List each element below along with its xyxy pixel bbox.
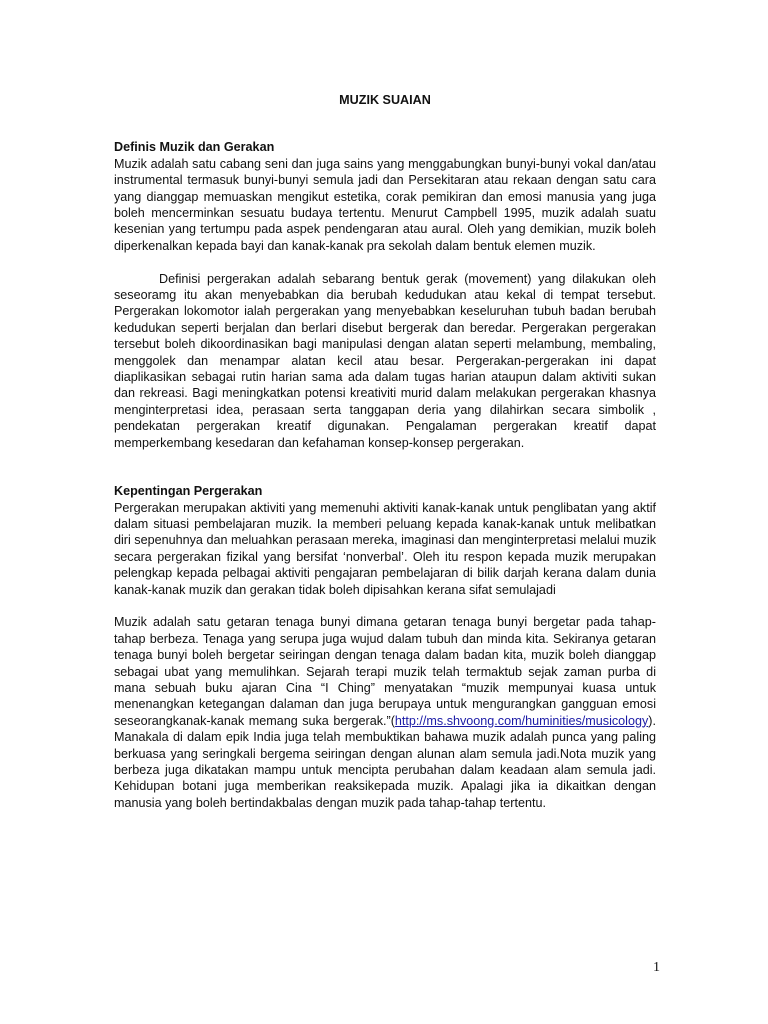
paragraph-text-part: ). Manakala di dalam epik India juga telah membuktikan bahawa muzik adalah punca yang paling berkuasa yang seringkali bergema seiringan dengan alunan alam semula jadi.Nota muzik yang berbeza juga dikatakan mampu untuk mencipta perubahan dalam keadaan alam semula jadi. Kehidupan botani juga memberikan reaksikepada muzik. Apalagi jika ia dikaitkan dengan manusia yang boleh bertindakbalas dengan muzik pada tahap-tahap tertentu. bbox=[114, 713, 656, 810]
page-number: 1 bbox=[653, 960, 660, 975]
reference-link[interactable]: http://ms.shvoong.com/huminities/musicology bbox=[394, 713, 649, 728]
paragraph-music-vibration bbox=[114, 614, 656, 811]
document-body bbox=[114, 92, 656, 811]
paragraph-movement-importance: Pergerakan merupakan aktiviti yang memenuhi aktiviti kanak-kanak untuk penglibatan yang aktif dalam situasi pembelajaran muzik. Ia memberi peluang kepada kanak-kanak untuk melibatkan diri sepenuhnya dan meluahkan perasaan mereka, imaginasi dan menginterpretasi melalui muzik secara pergerakan fizikal yang bersifat ‘nonverbal’. Oleh itu respon kepada muzik merupakan pelengkap kepada pelbagai aktiviti pengajaran pembelajaran di bilik darjah kerana dalam dunia kanak-kanak muzik dan gerakan tidak boleh dipisahkan kerana sifat semulajadi bbox=[114, 500, 656, 597]
paragraph-music-definition: Muzik adalah satu cabang seni dan juga sains yang menggabungkan bunyi-bunyi vokal dan/atau instrumental termasuk bunyi-bunyi semula jadi dan Persekitaran atau rekaan dengan satu cara yang dianggap memuaskan mengikut estetika, corak pemikiran dan emosi manusia yang juga boleh mencerminkan sesuatu budaya tertentu. Menurut Campbell 1995, muzik adalah suatu kesenian yang tertumpu pada aspek pendengaran atau aural. Oleh yang demikian, muzik boleh diperkenalkan kepada bayi dan kanak-kanak pra sekolah dalam bentuk elemen muzik. bbox=[114, 156, 656, 253]
section-heading-importance: Kepentingan Pergerakan bbox=[114, 484, 263, 499]
paragraph-text-part: Muzik adalah satu getaran tenaga bunyi dimana getaran tenaga bunyi bergetar pada tahap-tahap berbeza. Tenaga yang serupa juga wujud dalam tubuh dan minda kita. Sekiranya getaran tenaga bunyi boleh bergetar seiringan dengan tenaga dalam badan kita, muzik boleh dianggap sebagai ubat yang memulihkan. Sejarah terapi muzik telah termaktub sejak zaman purba di mana sebuah buku ajaran Cina “I Ching” menyatakan “muzik mempunyai kuasa untuk menenangkan ketegangan dalaman dan juga berupaya untuk mengurangkan gangguan emosi seseorangkanak-kanak memang suka bergerak.”( bbox=[114, 615, 656, 728]
paragraph-movement-definition: Definisi pergerakan adalah sebarang bentuk gerak (movement) yang dilakukan oleh seseoramg itu akan menyebabkan dia berubah kedudukan atau kekal di tempat tersebut. Pergerakan lokomotor ialah pergerakan yang menyebabkan keseluruhan tubuh badan berubah kedudukan seperti berjalan dan berlari disebut bergerak dan beredar. Pergerakan pergerakan tersebut boleh dikoordinasikan bagi manipulasi dengan alatan seperti melambung, membaling, menggolek dan menampar alatan kecil atau besar. Pergerakan-pergerakan ini dapat diaplikasikan sebagai rutin harian sama ada dalam tugas harian ataupun dalam aktiviti sukan dan rekreasi. Bagi meningkatkan potensi kreativiti murid dalam melakukan pergerakan khasnya menginterpretasi idea, perasaan serta tanggapan deria yang dilahirkan secara simbolik , pendekatan pergerakan kreatif digunakan. Pengalaman pergerakan kreatif dapat memperkembang kesedaran dan kefahaman konsep-konsep pergerakan. bbox=[114, 271, 656, 450]
section-heading-definition: Definis Muzik dan Gerakan bbox=[114, 140, 275, 155]
document-title: MUZIK SUAIAN bbox=[339, 93, 431, 107]
